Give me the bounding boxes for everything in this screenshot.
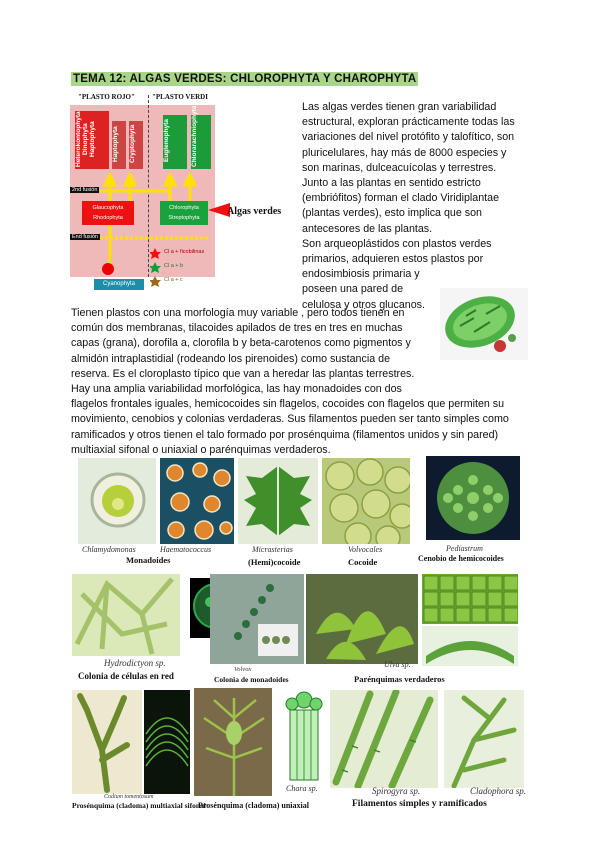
- text-line: común dos membranas, tilacoides apilados de tres en tres en muchas: [71, 322, 403, 335]
- box-cyanophyta: Cyanophyta: [94, 279, 144, 290]
- row-label-2nd: 2nd fusión: [72, 187, 98, 193]
- plastid-evolution-diagram: [70, 93, 290, 293]
- text-line: Junto a las plantas en sentido estricto: [302, 177, 481, 190]
- text-line: Son arqueoplástidos con plastos verdes: [302, 237, 492, 250]
- text-line: flagelos frontales iguales, hemicocoides sin flagelos, cocoides con flagelos que permiten su: [71, 398, 505, 411]
- text-line: son marinas, dulceacuícolas y terrestres.: [302, 161, 497, 174]
- label-colonia-monadoides: Colonia de monadoides: [214, 675, 289, 684]
- text-line: multiaxial sifonal o uniaxial o parénquimas verdaderos.: [71, 443, 331, 456]
- diagram-header-left: "PLASTO ROJO": [78, 93, 135, 101]
- legend-item: Cl a + ficobilinas: [164, 249, 205, 255]
- text-line: celulosa y otros glucanos.: [302, 298, 425, 311]
- photo-spirogyra: [330, 690, 438, 788]
- intro-paragraph: [302, 100, 542, 313]
- photo-ulva-cells: [422, 574, 518, 624]
- label-monadoides: Monadoides: [126, 555, 171, 565]
- algas-verdes-label: Algas verdes: [227, 206, 282, 217]
- star-red-icon: [150, 248, 161, 259]
- photo-volvox-detail: [210, 574, 304, 664]
- label-filamentos: Filamentos simples y ramificados: [352, 799, 487, 809]
- text-line: (embriófitos) forman el clado Viridiplantae: [302, 192, 500, 205]
- caption-codium: Codium tomentosum: [104, 794, 154, 800]
- legend-item: Cl a + b: [164, 263, 184, 269]
- photo-pediastrum: [426, 456, 520, 540]
- text-line: primarios, adquieren estos plastos por: [302, 253, 484, 266]
- label-parenquimas: Parénquimas verdaderos: [354, 674, 445, 684]
- red-dot-icon: [102, 263, 114, 275]
- caption-ulva: Ulva sp.: [384, 660, 411, 669]
- photo-ulva-section: [422, 626, 518, 666]
- box-chlorarachniophyta: Chlorarachniophyta: [191, 115, 211, 169]
- row-label-end: End fusión: [72, 234, 98, 240]
- text-line: variaciones del nivel protófito y talofítico, son: [302, 131, 515, 144]
- illustration-chara: [280, 690, 328, 784]
- text-line: antecesores de las plantas.: [302, 222, 433, 235]
- text-line: capas (grana), dorofila a, clorofila b y beta-carotenos como pigmentos y: [71, 337, 411, 350]
- star-brown-icon: [150, 276, 161, 287]
- legend-item: Cl a + c: [164, 277, 183, 283]
- text-line: Tienen plastos con una morfología muy variable , pero todos tienen en: [71, 307, 405, 319]
- photo-codium: [72, 690, 142, 794]
- label-uniaxial: Prosénquima (cladoma) uniaxial: [198, 801, 309, 810]
- text-line: Hay una amplia variabilidad morfológica, las hay monadoides con dos: [71, 383, 402, 396]
- star-green-icon: [150, 262, 161, 273]
- photo-volvocales: [322, 458, 410, 544]
- box-euglenophyta: Euglenophyta: [163, 115, 187, 169]
- text-line: Las algas verdes tienen gran variabilidad: [302, 101, 497, 113]
- text-line: pluricelulares, hay más de 8000 especies y: [302, 146, 507, 159]
- photo-hydrodictyon: [72, 574, 180, 656]
- diagram-header-right: "PLASTO VERDI: [152, 93, 208, 101]
- page-title: TEMA 12: ALGAS VERDES: CHLOROPHYTA Y CHAROPHYTA: [73, 73, 417, 85]
- text-line: poseen una pared de: [302, 283, 404, 296]
- text-line: almidón intraplastidial (rodeando los pirenoides) como sustancia de: [71, 352, 391, 365]
- label-colonia-red: Colonia de células en red: [78, 671, 174, 681]
- photo-chlamydomonas: [78, 458, 156, 544]
- text-line: movimiento, cenobios y colonias verdaderas. Sus filamentos pueden ser tanto simples como: [71, 413, 509, 426]
- caption-chara: Chara sp.: [286, 784, 318, 793]
- caption-volvox: Volvox: [234, 666, 252, 673]
- text-line: endosimbiosis primaria y: [302, 268, 420, 281]
- text-line: reserva. Es el cloroplasto típico que van a heredar las plantas terrestres.: [71, 367, 415, 380]
- label-cenobio: Cenobio de hemicocoides: [418, 554, 504, 563]
- photo-chara: [194, 688, 272, 796]
- caption-volvocales: Volvocales: [348, 545, 383, 554]
- photo-codium-section: [144, 690, 190, 794]
- caption-cladophora: Cladophora sp.: [470, 786, 527, 796]
- box-glaucophyta-rhodophyta: Glaucophyta Rhodophyta: [82, 201, 134, 225]
- photo-ulva: [306, 574, 418, 664]
- caption-haematococcus: Haematococcus: [160, 545, 212, 554]
- text-line: estructural, exploran prácticamente todas las: [302, 116, 515, 129]
- body-paragraph: [71, 306, 541, 458]
- caption-spirogyra: Spirogyra sp.: [372, 786, 421, 796]
- box-heterokontophyta: Heterokontophyta Dinophyta Haptophyta: [75, 111, 109, 169]
- box-haptophyta: Haptophyta: [112, 121, 126, 169]
- caption-chlamydomonas: Chlamydomonas: [82, 545, 136, 554]
- photo-micrasterias: [238, 458, 318, 544]
- box-chlorophyta-streptophyta: Chlorophyta Streptophyta: [160, 201, 208, 225]
- caption-micrasterias: Micrasterias: [252, 545, 293, 554]
- label-multiaxial: Prosénquima (cladoma) multiaxial sifonal: [72, 801, 206, 810]
- photo-cladophora: [444, 690, 524, 788]
- label-cocoide: Cocoide: [348, 557, 378, 567]
- label-hemicocoide: (Hemi)cocoide: [248, 557, 301, 567]
- caption-pediastrum: Pediastrum: [446, 544, 483, 553]
- photo-haematococcus: [160, 458, 234, 544]
- text-line: (plantas verdes), esto implica que son: [302, 207, 482, 220]
- box-cryptophyta: Cryptophyta: [129, 121, 143, 169]
- caption-hydrodictyon: Hydrodictyon sp.: [104, 658, 166, 668]
- text-line: ramificados y otros tienen el talo formado por prosénquima (filamentos unidos y sin pared): [71, 428, 499, 441]
